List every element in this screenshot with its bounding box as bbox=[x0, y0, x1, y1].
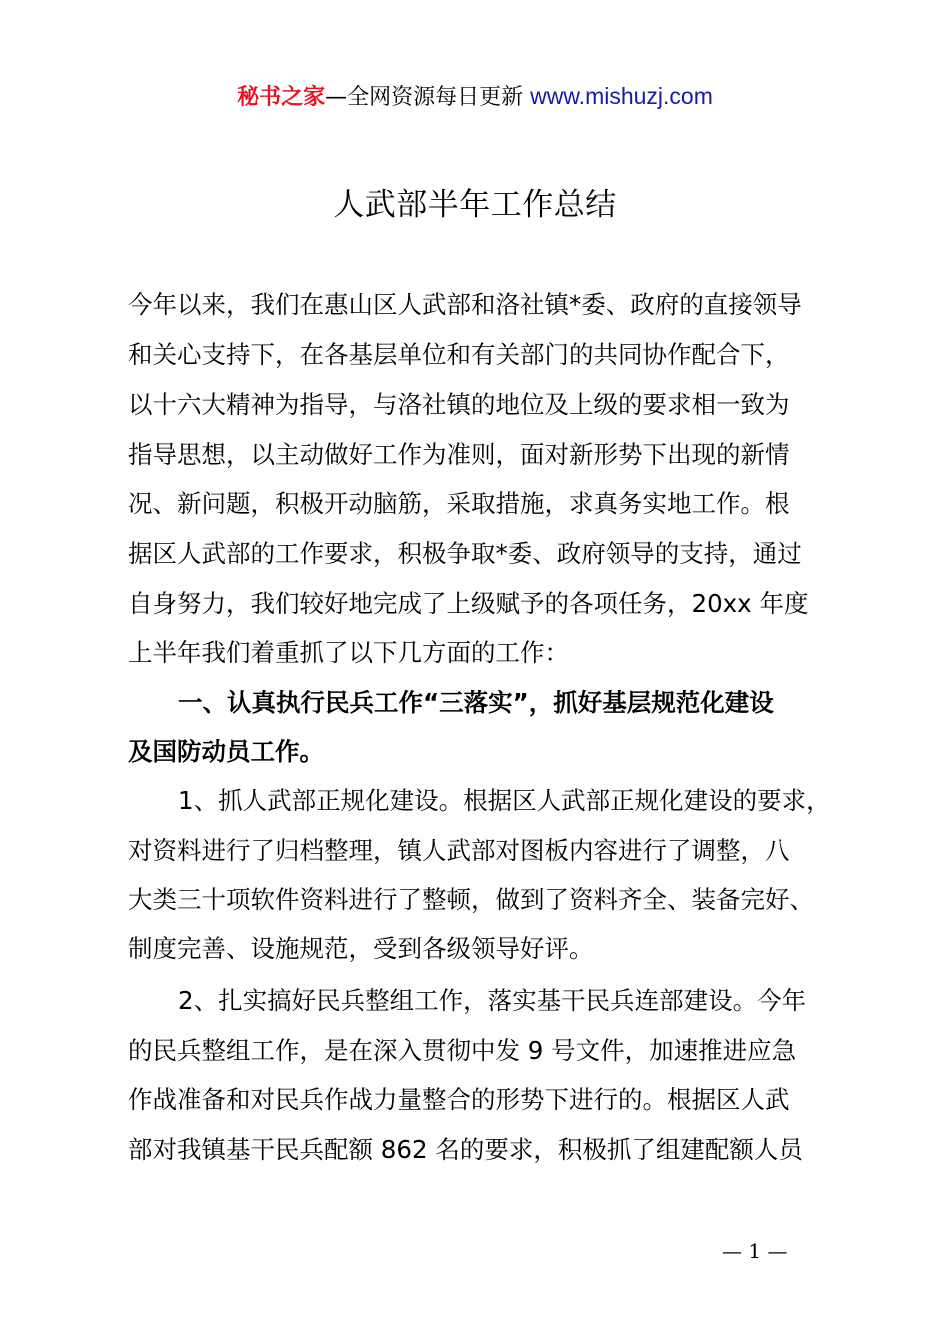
paragraph-line: 以十六大精神为指导，与洛社镇的地位及上级的要求相一致为 bbox=[128, 390, 790, 419]
section-heading-line: 及国防动员工作。 bbox=[128, 737, 324, 766]
site-tagline: —全网资源每日更新 bbox=[325, 85, 531, 110]
site-brand: 秘书之家 bbox=[237, 85, 326, 110]
paragraph-line: 上半年我们着重抓了以下几方面的工作： bbox=[128, 638, 569, 667]
paragraph-line: 的民兵整组工作，是在深入贯彻中发 9 号文件，加速推进应急 bbox=[128, 1036, 797, 1065]
paragraph-line: 作战准备和对民兵作战力量整合的形势下进行的。根据区人武 bbox=[128, 1085, 790, 1114]
paragraph-line: 况、新问题，积极开动脑筋，采取措施，求真务实地工作。根 bbox=[128, 489, 790, 518]
site-url: www.mishuzj.com bbox=[530, 83, 713, 109]
paragraph-line: 2、扎实搞好民兵整组工作，落实基干民兵连部建设。今年 bbox=[178, 986, 807, 1015]
paragraph-line: 大类三十项软件资料进行了整顿，做到了资料齐全、装备完好、 bbox=[128, 885, 814, 914]
paragraph-line: 1、抓人武部正规化建设。根据区人武部正规化建设的要求， bbox=[178, 786, 831, 815]
section-heading-line: 一、认真执行民兵工作“三落实”，抓好基层规范化建设 bbox=[178, 688, 774, 717]
paragraph-line: 据区人武部的工作要求，积极争取*委、政府领导的支持，通过 bbox=[128, 539, 802, 568]
paragraph-line: 和关心支持下，在各基层单位和有关部门的共同协作配合下， bbox=[128, 340, 790, 369]
page-number: — 1 — bbox=[722, 1239, 788, 1263]
document-title: 人武部半年工作总结 bbox=[333, 187, 617, 223]
paragraph-line: 指导思想，以主动做好工作为准则，面对新形势下出现的新情 bbox=[128, 440, 790, 469]
paragraph-line: 制度完善、设施规范，受到各级领导好评。 bbox=[128, 934, 594, 963]
paragraph-line: 部对我镇基干民兵配额 862 名的要求，积极抓了组建配额人员 bbox=[128, 1135, 803, 1164]
paragraph-line: 自身努力，我们较好地完成了上级赋予的各项任务，20xx 年度 bbox=[128, 589, 809, 618]
paragraph-line: 今年以来，我们在惠山区人武部和洛社镇*委、政府的直接领导 bbox=[128, 290, 802, 319]
paragraph-line: 对资料进行了归档整理，镇人武部对图板内容进行了调整，八 bbox=[128, 836, 790, 865]
site-banner bbox=[0, 80, 950, 114]
